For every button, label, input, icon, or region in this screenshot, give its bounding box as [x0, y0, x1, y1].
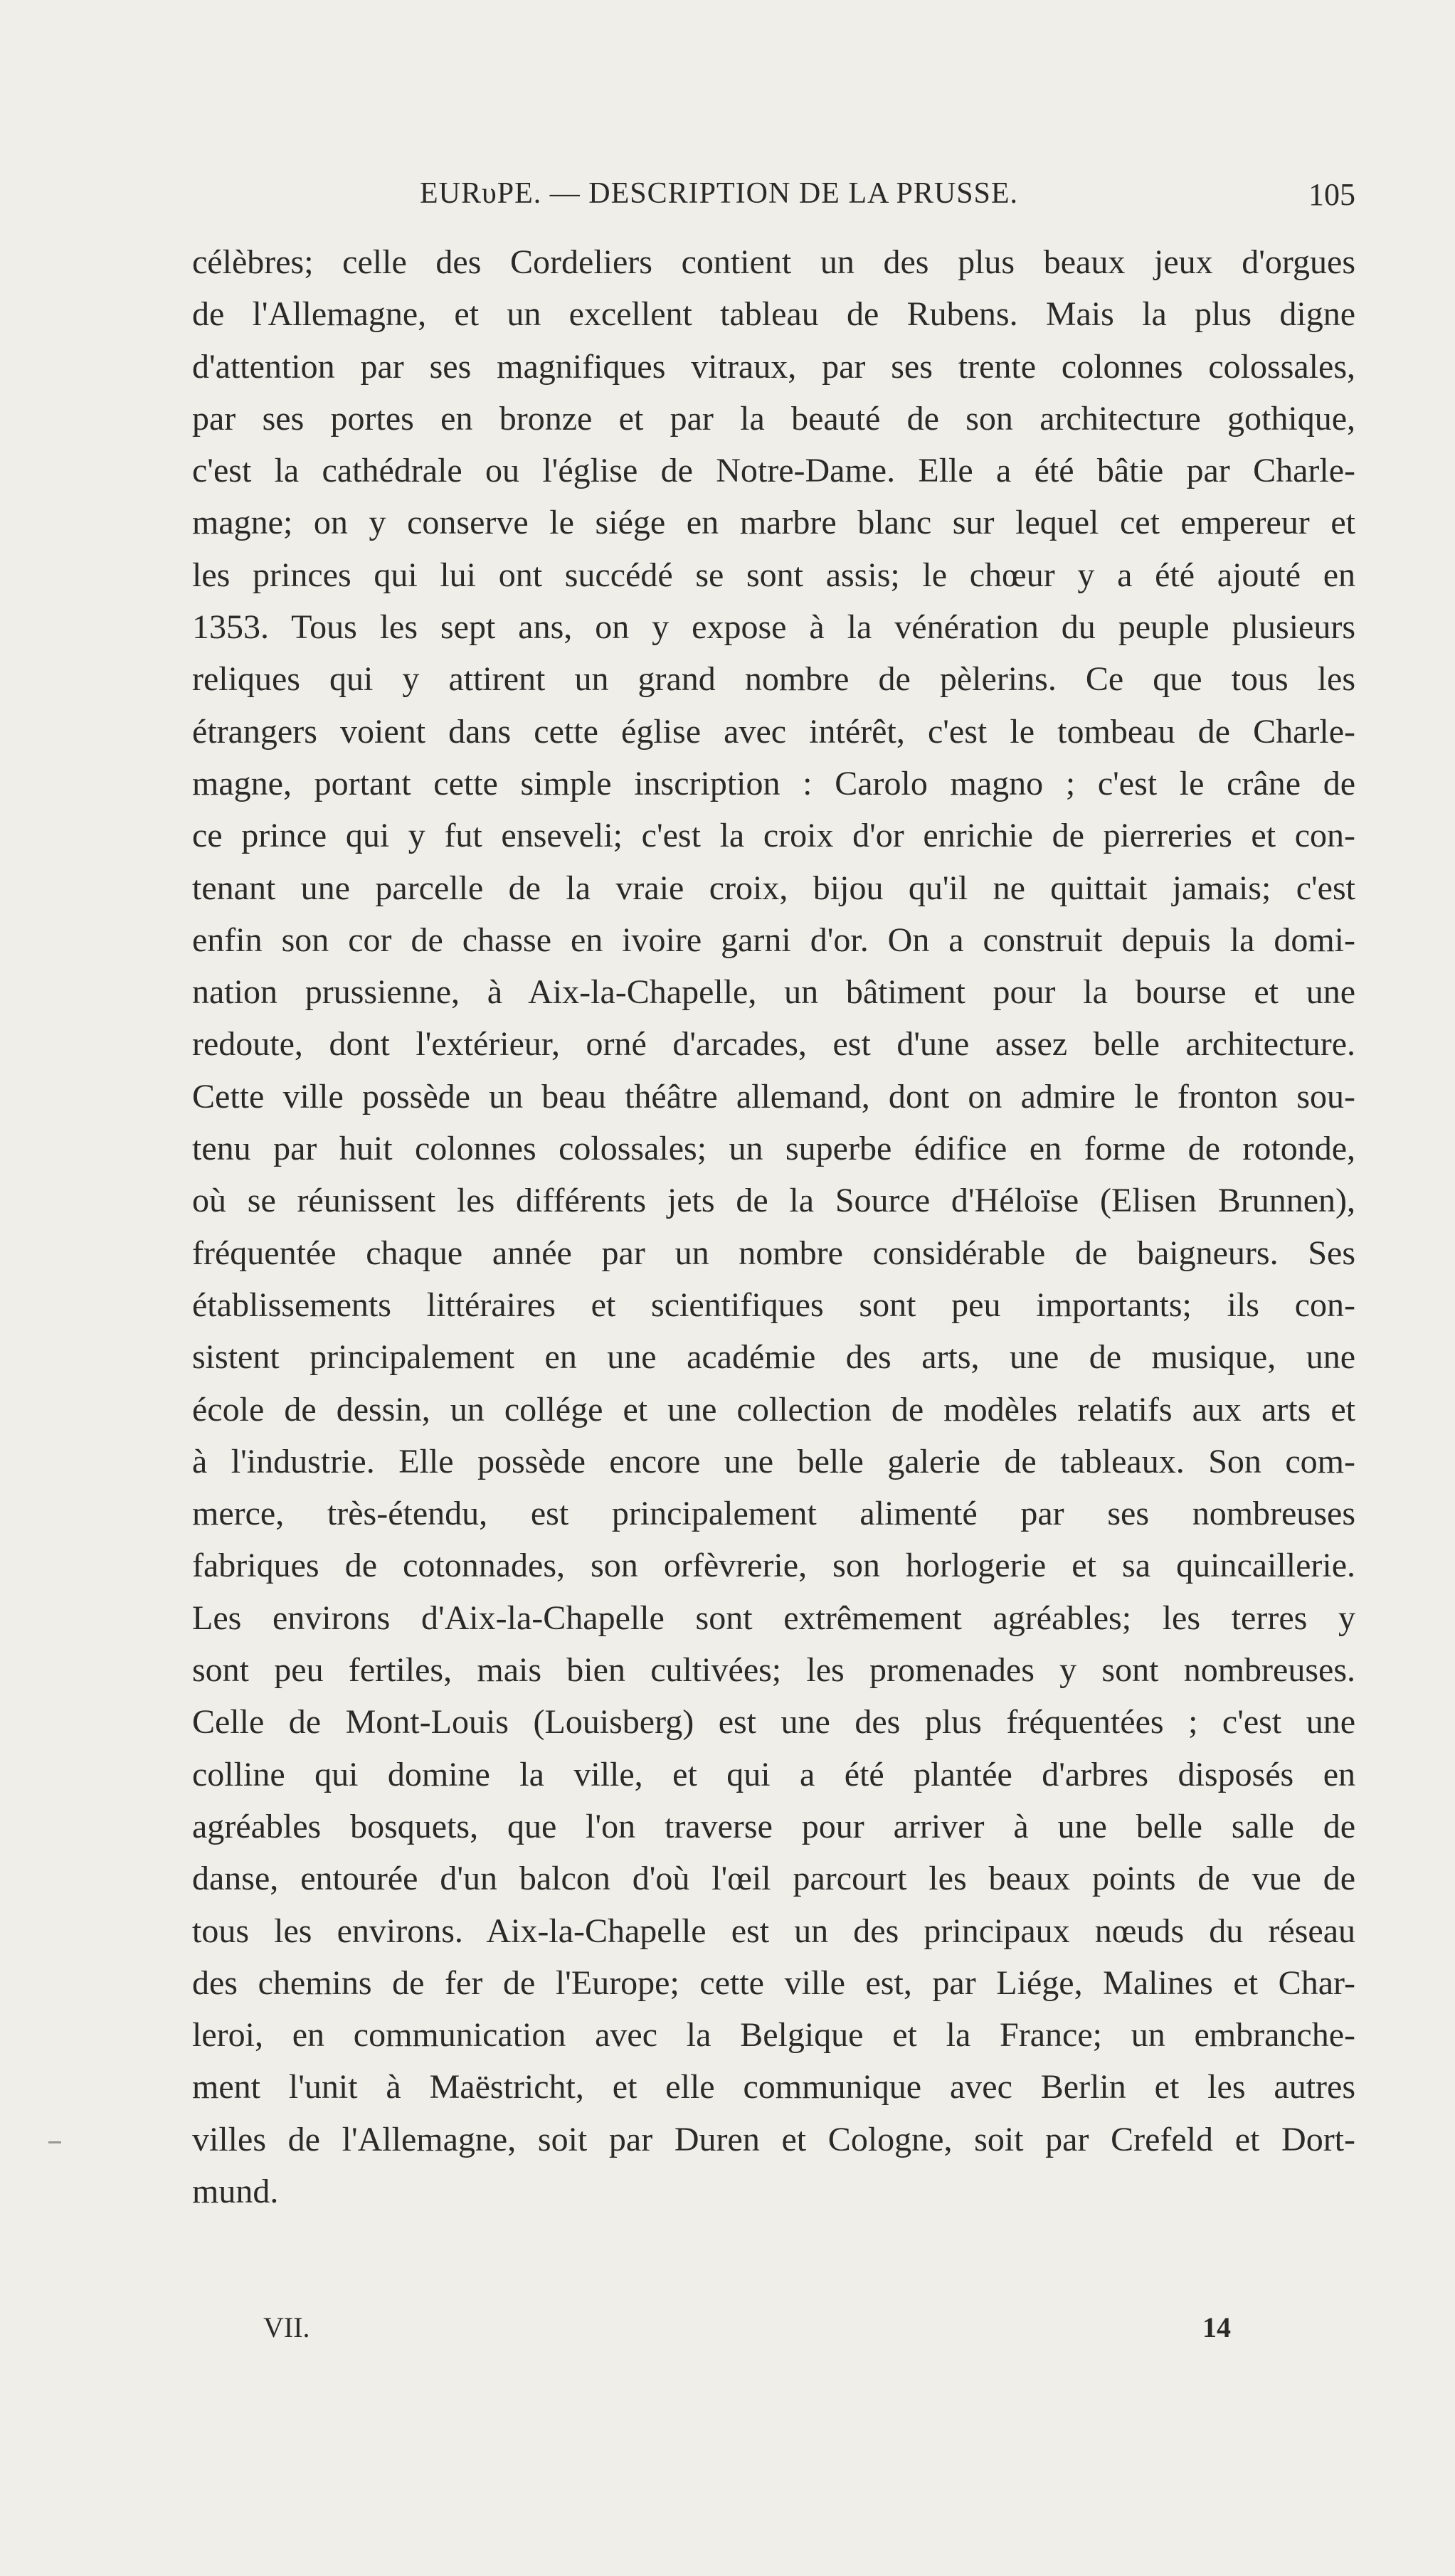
text-line: où se réunissent les différents jets de la Source d'Héloïse (Elisen Brunnen),: [192, 1182, 1355, 1220]
text-line: Les environs d'Aix-la-Chapelle sont extrêmement agréables; les terres y: [192, 1599, 1355, 1637]
text-line: tenant une parcelle de la vraie croix, bijou qu'il ne quittait jamais; c'est: [192, 869, 1355, 907]
text-line: merce, très-étendu, est principalement alimenté par ses nombreuses: [192, 1495, 1355, 1533]
text-line: tous les environs. Aix-la-Chapelle est un des principaux nœuds du réseau: [192, 1912, 1355, 1950]
text-line: sont peu fertiles, mais bien cultivées; les promenades y sont nombreuses.: [192, 1651, 1355, 1690]
text-line: c'est la cathédrale ou l'église de Notre-Dame. Elle a été bâtie par Charle-: [192, 452, 1355, 490]
margin-mark: [48, 2141, 61, 2143]
text-line: Celle de Mont-Louis (Louisberg) est une des plus fréquentées ; c'est une: [192, 1703, 1355, 1742]
text-line: danse, entourée d'un balcon d'où l'œil parcourt les beaux points de vue de: [192, 1860, 1355, 1898]
text-line: reliques qui y attirent un grand nombre de pèlerins. Ce que tous les: [192, 660, 1355, 699]
text-line: ment l'unit à Maëstricht, et elle communique avec Berlin et les autres: [192, 2068, 1355, 2106]
body-text: [192, 236, 1355, 2217]
page-header: [192, 176, 1355, 219]
signature-mark: VII.: [263, 2311, 310, 2343]
text-line: tenu par huit colonnes colossales; un superbe édifice en forme de rotonde,: [192, 1130, 1355, 1168]
text-line: mund.: [192, 2172, 279, 2210]
text-line: fabriques de cotonnades, son orfèvrerie, son horlogerie et sa quincaillerie.: [192, 1547, 1355, 1585]
text-line: agréables bosquets, que l'on traverse pour arriver à une belle salle de: [192, 1807, 1355, 1845]
text-line: magne; on y conserve le siége en marbre blanc sur lequel cet empereur et: [192, 504, 1355, 542]
text-line: de l'Allemagne, et un excellent tableau de Rubens. Mais la plus digne: [192, 295, 1355, 334]
text-line: enfin son cor de chasse en ivoire garni d'or. On a construit depuis la domi-: [192, 921, 1355, 959]
text-line: nation prussienne, à Aix-la-Chapelle, un bâtiment pour la bourse et une: [192, 973, 1355, 1012]
text-line: colline qui domine la ville, et qui a été plantée d'arbres disposés en: [192, 1755, 1355, 1793]
sheet-number: 14: [1202, 2311, 1231, 2343]
page-footer: [192, 2311, 1355, 2353]
text-line: villes de l'Allemagne, soit par Duren et Cologne, soit par Crefeld et Dort-: [192, 2120, 1355, 2158]
text-line: fréquentée chaque année par un nombre considérable de baigneurs. Ses: [192, 1234, 1355, 1272]
text-line: redoute, dont l'extérieur, orné d'arcades, est d'une assez belle architecture.: [192, 1025, 1355, 1064]
text-line: célèbres; celle des Cordeliers contient un des plus beaux jeux d'orgues: [192, 243, 1355, 281]
text-line: les princes qui lui ont succédé se sont assis; le chœur y a été ajouté en: [192, 556, 1355, 594]
text-line: Cette ville possède un beau théâtre allemand, dont on admire le fronton sou-: [192, 1077, 1355, 1115]
text-line: sistent principalement en une académie des arts, une de musique, une: [192, 1338, 1355, 1377]
text-line: des chemins de fer de l'Europe; cette ville est, par Liége, Malines et Char-: [192, 1963, 1355, 2002]
text-line: étrangers voient dans cette église avec intérêt, c'est le tombeau de Charle-: [192, 712, 1355, 751]
page-number: 105: [1308, 177, 1355, 212]
running-title: EURυPE. — DESCRIPTION DE LA PRUSSE.: [420, 177, 1019, 210]
text-line: par ses portes en bronze et par la beauté de son architecture gothique,: [192, 399, 1355, 438]
text-line: 1353. Tous les sept ans, on y expose à la vénération du peuple plusieurs: [192, 608, 1355, 647]
text-line: école de dessin, un collége et une collection de modèles relatifs aux arts et: [192, 1390, 1355, 1429]
text-line: ce prince qui y fut enseveli; c'est la croix d'or enrichie de pierreries et con-: [192, 817, 1355, 855]
text-line: magne, portant cette simple inscription : Carolo magno ; c'est le crâne de: [192, 764, 1355, 802]
text-line: à l'industrie. Elle possède encore une belle galerie de tableaux. Son com-: [192, 1442, 1355, 1480]
text-line: établissements littéraires et scientifiques sont peu importants; ils con-: [192, 1286, 1355, 1324]
text-line: d'attention par ses magnifiques vitraux, par ses trente colonnes colossales,: [192, 347, 1355, 386]
text-line: leroi, en communication avec la Belgique et la France; un embranche-: [192, 2016, 1355, 2055]
